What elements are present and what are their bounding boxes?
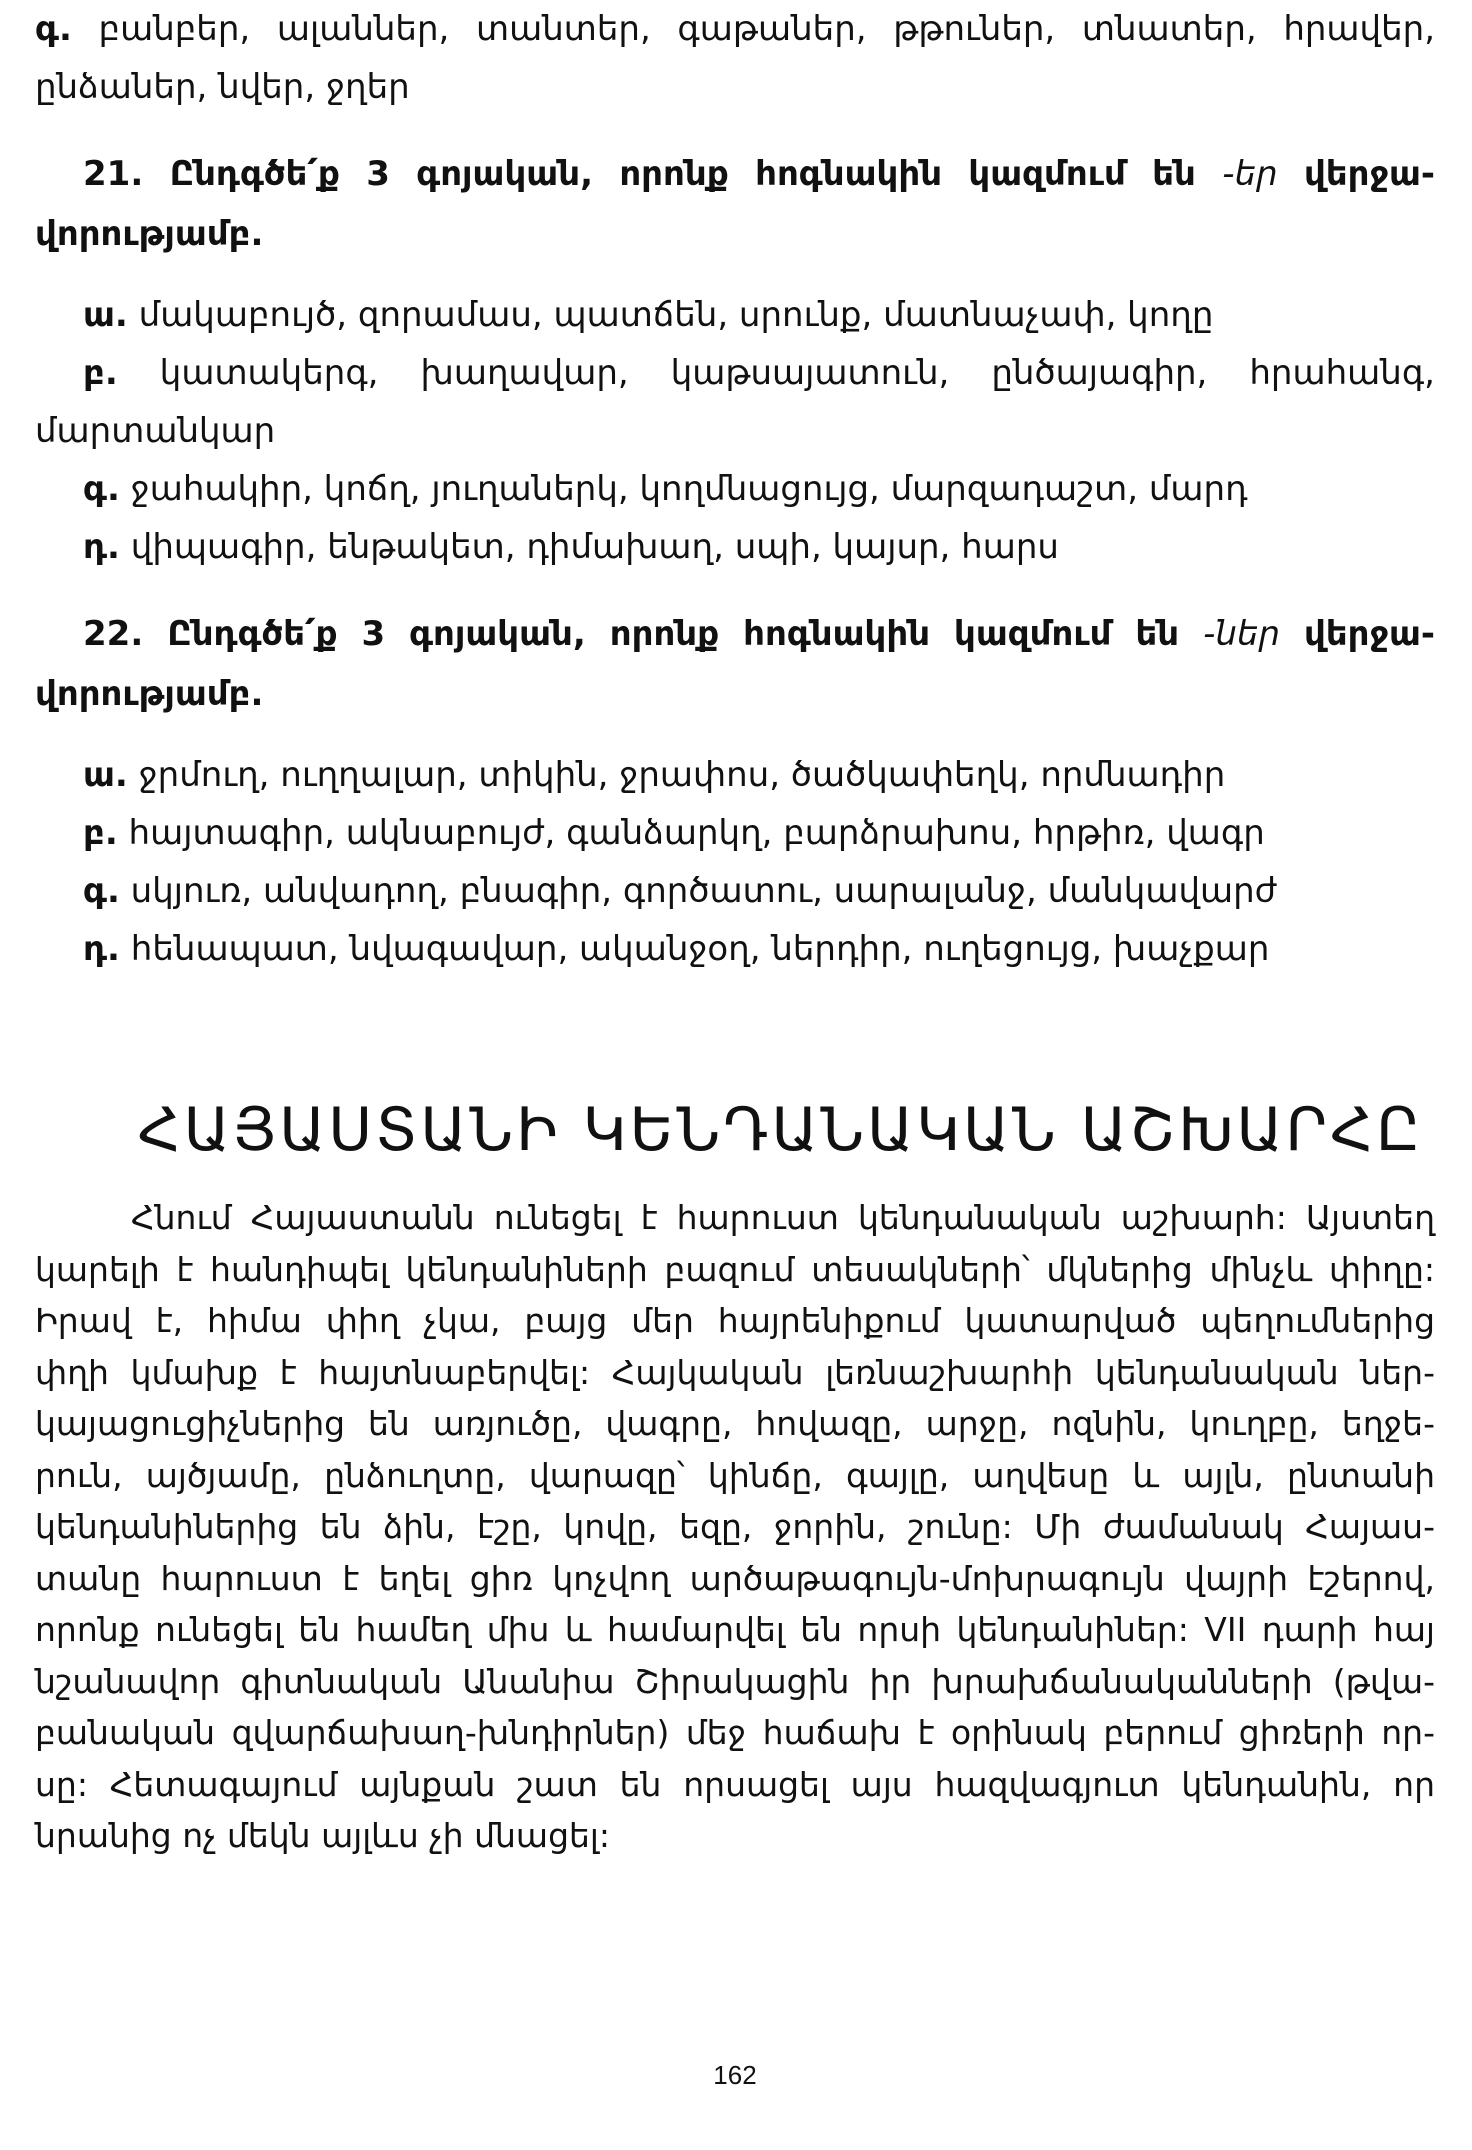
- option-letter: գ.: [35, 9, 72, 49]
- section-title: ՀԱՅԱՍՏԱՆԻ ԿԵՆԴԱՆԱԿԱՆ ԱՇԽԱՐՀԸ: [137, 1095, 1423, 1165]
- option-text: սկյուռ, անվադող, բնագիր, գործատու, սարալանջ, մանկավարժ: [130, 871, 1278, 911]
- question-number: 22.: [83, 614, 144, 654]
- q22-option-c: [35, 862, 1435, 920]
- option-letter: բ.: [83, 353, 118, 393]
- option-text: ջրմուղ, ուղղալար, տիկին, ջրափոս, ծածկափեղկ, որմնադիր: [138, 755, 1226, 795]
- section-paragraph: [35, 1192, 1435, 1862]
- q21-option-b: [35, 344, 1435, 402]
- paragraph-line: Իրավ է, հիմա փիղ չկա, բայց մեր հայրենիքում կատարված պեղումներից: [35, 1301, 1435, 1340]
- paragraph-line: սը: Հետագայում այնքան շատ են որսացել այս հազվագյուտ կենդանին, որ: [35, 1764, 1435, 1804]
- question-text: Ընդգծե՛ք 3 գոյական, որոնք հոգնակին կազմում են: [167, 614, 1180, 654]
- paragraph-line: կայացուցիչներից են առյուծը, վագրը, հովազը, արջը, ոզնին, կուղբը, եղջե-: [35, 1404, 1435, 1443]
- q21-option-c: [35, 460, 1435, 518]
- paragraph-line: բանական զվարճախաղ-խնդիրներ) մեջ հաճախ է օրինակ բերում ցիռերի որ-: [35, 1713, 1435, 1752]
- question-21-heading-line-2: վորությամբ.: [35, 214, 264, 254]
- question-text-end: վերջա-: [1304, 614, 1436, 654]
- option-letter: ա.: [83, 755, 128, 795]
- page-number: 162: [713, 2060, 757, 2090]
- document-page: [35, 0, 1435, 2150]
- paragraph-line: Հնում Հայաստանն ունեցել է հարուստ կենդանական աշխարհ: Այստեղ: [131, 1198, 1435, 1237]
- question-suffix: -ներ: [1203, 614, 1281, 654]
- option-text: վիպագիր, ենթակետ, դիմախաղ, սպի, կայսր, հարս: [130, 527, 1059, 567]
- option-letter: ա.: [83, 295, 128, 335]
- option-text: բանբեր, ալաններ, տանտեր, գաթաներ, թթուներ, տնատեր, հրավեր,: [98, 9, 1435, 49]
- paragraph-line: որոնք ունեցել են համեղ միս և համարվել են որսի կենդանիներ: VII դարի հայ: [35, 1610, 1435, 1649]
- option-text: կատակերգ, խաղավար, կաթսայատուն, ընծայագիր, հրահանգ,: [159, 353, 1435, 393]
- option-letter: գ.: [83, 469, 120, 509]
- question-number: 21.: [83, 154, 144, 194]
- paragraph-line: փղի կմախք է հայտնաբերվել: Հայկական լեռնաշխարհի կենդանական ներ-: [35, 1352, 1435, 1392]
- option-text: հենապատ, նվագավար, ականջօղ, ներդիր, ուղեցույց, խաչքար: [130, 929, 1270, 969]
- option-text: մակաբույծ, զորամաս, պատճեն, սրունք, մատնաչափ, կողը: [138, 295, 1214, 335]
- paragraph-line: կենդանիներից են ձին, էշը, կովը, եզը, ջորին, շունը: Մի ժամանակ Հայաս-: [35, 1507, 1435, 1546]
- option-letter: դ.: [83, 929, 120, 969]
- option-text: հայտագիր, ակնաբույժ, գանձարկղ, բարձրախոս, հրթիռ, վագր: [128, 813, 1265, 853]
- question-text: Ընդգծե՛ք 3 գոյական, որոնք հոգնակին կազմում են: [169, 154, 1196, 194]
- paragraph-line: նրանից ոչ մեկն այլևս չի մնացել:: [35, 1816, 610, 1855]
- question-suffix: -եր: [1222, 154, 1278, 194]
- question-22-heading-line-2: վորությամբ.: [35, 674, 264, 714]
- option-letter: գ.: [83, 871, 120, 911]
- question-22-heading: [35, 604, 1435, 664]
- option-text: ջահակիր, կոճղ, յուղաներկ, կողմնացույց, մարզադաշտ, մարդ: [130, 469, 1248, 509]
- q22-option-d: [35, 920, 1435, 978]
- q21-option-a: [35, 286, 1435, 344]
- q22-option-b: [35, 804, 1435, 862]
- question-text-end: վերջա-: [1303, 154, 1435, 194]
- q21-option-b-cont: մարտանկար: [35, 411, 276, 451]
- paragraph-line: կարելի է հանդիպել կենդանիների բազում տեսակների՝ մկներից մինչև փիղը:: [35, 1249, 1435, 1289]
- paragraph-line: տանը հարուստ է եղել ցիռ կոչվող արծաթագույն-մոխրագույն վայրի էշերով,: [35, 1558, 1435, 1598]
- option-letter: դ.: [83, 527, 120, 567]
- option-letter: բ.: [83, 813, 118, 853]
- q22-option-a: [35, 746, 1435, 804]
- paragraph-line: նշանավոր գիտնական Անանիա Շիրակացին իր խրախճանականների (թվա-: [35, 1661, 1435, 1701]
- question-21-heading: [35, 144, 1435, 204]
- q21-option-d: [35, 518, 1435, 576]
- paragraph-line: րուն, այծյամը, ընձուղտը, վարազը՝ կինճը, գայլը, աղվեսը և այլն, ընտանի: [35, 1455, 1435, 1495]
- top-option-line-2: ընձաներ, նվեր, ջղեր: [35, 67, 410, 107]
- top-option-line-1: [35, 0, 1435, 58]
